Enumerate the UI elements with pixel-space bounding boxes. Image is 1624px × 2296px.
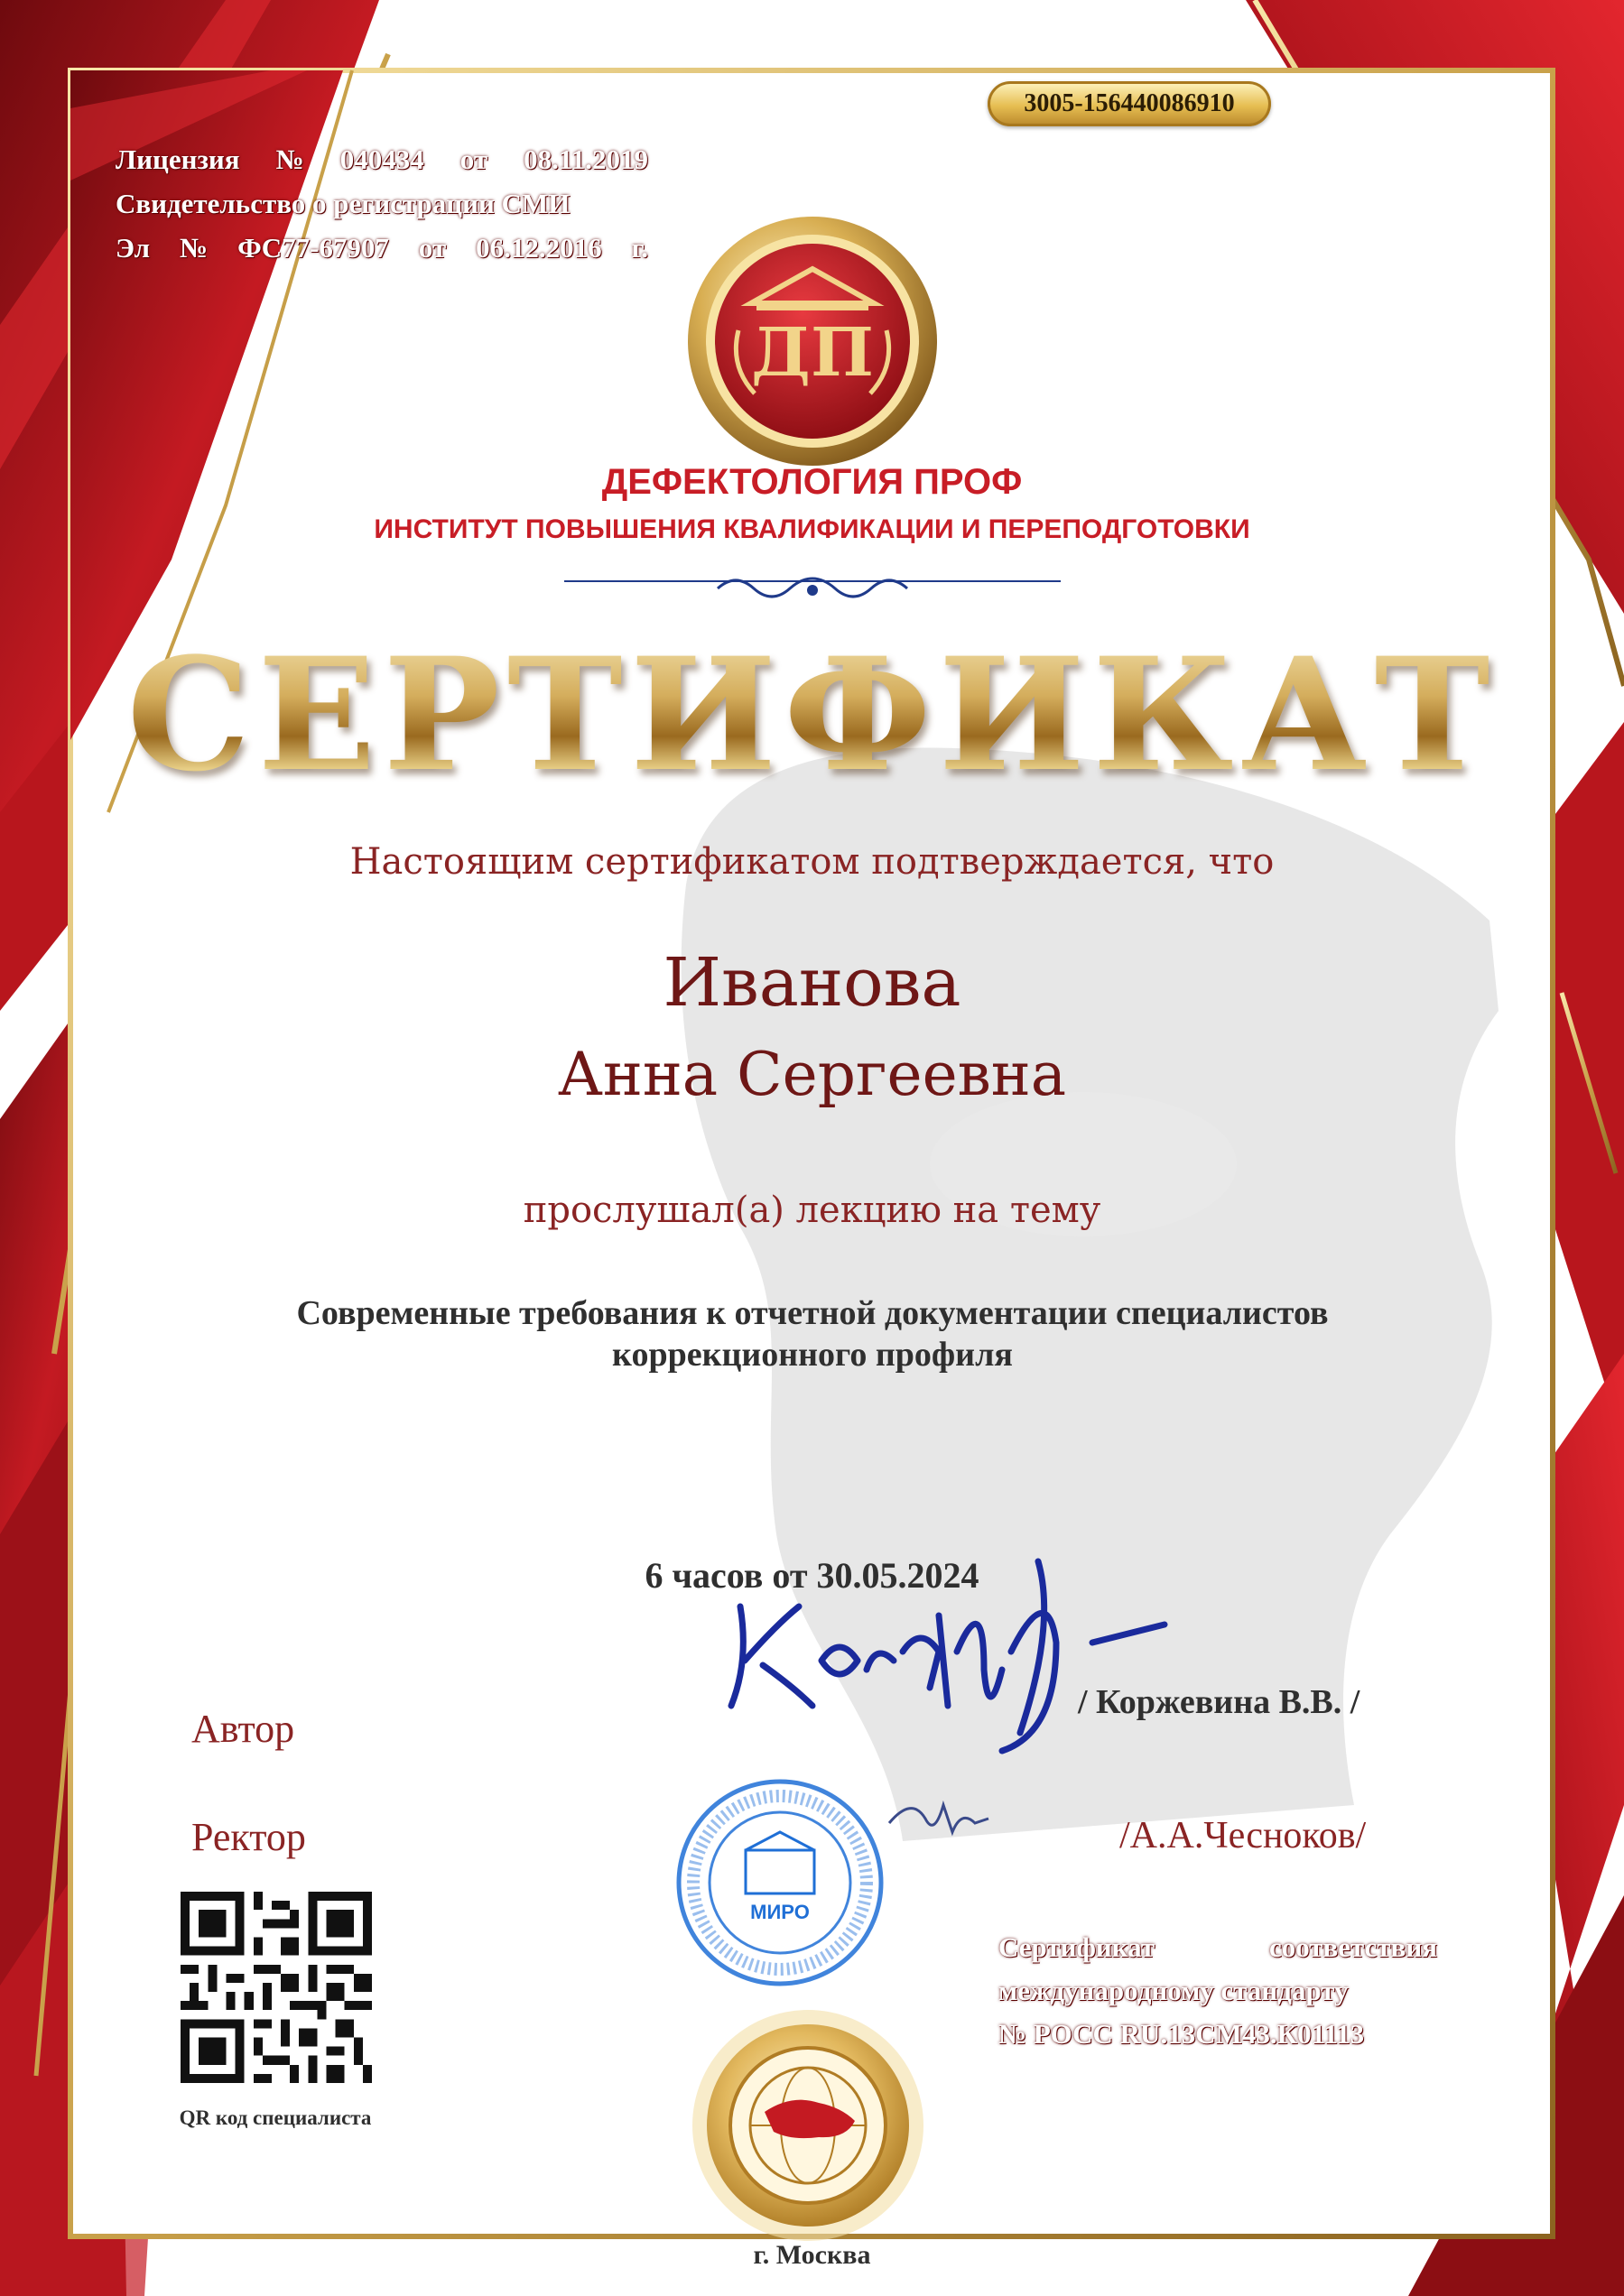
license-line: Лицензия № 040434 от 08.11.2019: [116, 144, 648, 175]
compliance-line: Сертификат соответствия: [998, 1931, 1437, 1963]
author-name: / Коржевина В.В. /: [1078, 1683, 1360, 1721]
registration-line: Свидетельство о регистрации СМИ: [116, 188, 571, 219]
listened-text: прослушал(а) лекцию на тему: [523, 1190, 1101, 1231]
recipient-first-names: Анна Сергеевна: [557, 1040, 1067, 1109]
compliance-line: международному стандарту: [998, 1975, 1349, 2006]
author-role-label: Автор: [191, 1707, 295, 1751]
lecture-topic-line: Современные требования к отчетной документации специалистов: [296, 1294, 1329, 1332]
author-signature: [713, 1552, 1183, 1760]
organization-subtitle: ИНСТИТУТ ПОВЫШЕНИЯ КВАЛИФИКАЦИИ И ПЕРЕПОДГОТОВКИ: [374, 514, 1250, 544]
compliance-info: [998, 1926, 1437, 2056]
rector-name: /А.А.Чесноков/: [1119, 1815, 1367, 1856]
logo-letters: ДП: [751, 314, 874, 392]
city-label: г. Москва: [753, 2240, 871, 2270]
qr-code-label: QR код специалиста: [179, 2106, 372, 2129]
rector-signature: [885, 1787, 993, 1841]
specialist-qr-code[interactable]: [181, 1892, 372, 2083]
media-registration-line: Эл № ФС77-67907 от 06.12.2016 г.: [116, 232, 648, 264]
serial-number-badge: 3005-156440086910: [988, 81, 1271, 126]
hours-and-date: 6 часов от 30.05.2024: [645, 1555, 979, 1596]
lecture-topic-line: коррекционного профиля: [612, 1336, 1013, 1374]
lecture-topic: [162, 1292, 1462, 1375]
ornament-divider: [564, 569, 1061, 605]
compliance-line: № РОСС RU.13СМ43.К01113: [998, 2018, 1365, 2050]
rector-role-label: Ректор: [191, 1815, 306, 1859]
license-info: [116, 137, 648, 270]
certification-seal: [688, 2005, 928, 2245]
stamp-text: МИРО: [750, 1901, 810, 1923]
certificate-title: СЕРТИФИКАТ: [0, 623, 1624, 806]
confirmation-text: Настоящим сертификатом подтверждается, что: [349, 841, 1275, 883]
organization-name: ДЕФЕКТОЛОГИЯ ПРОФ: [601, 462, 1023, 502]
organization-logo: [684, 213, 941, 469]
recipient-last-name: Иванова: [663, 944, 961, 1022]
institute-stamp: [673, 1776, 886, 1989]
